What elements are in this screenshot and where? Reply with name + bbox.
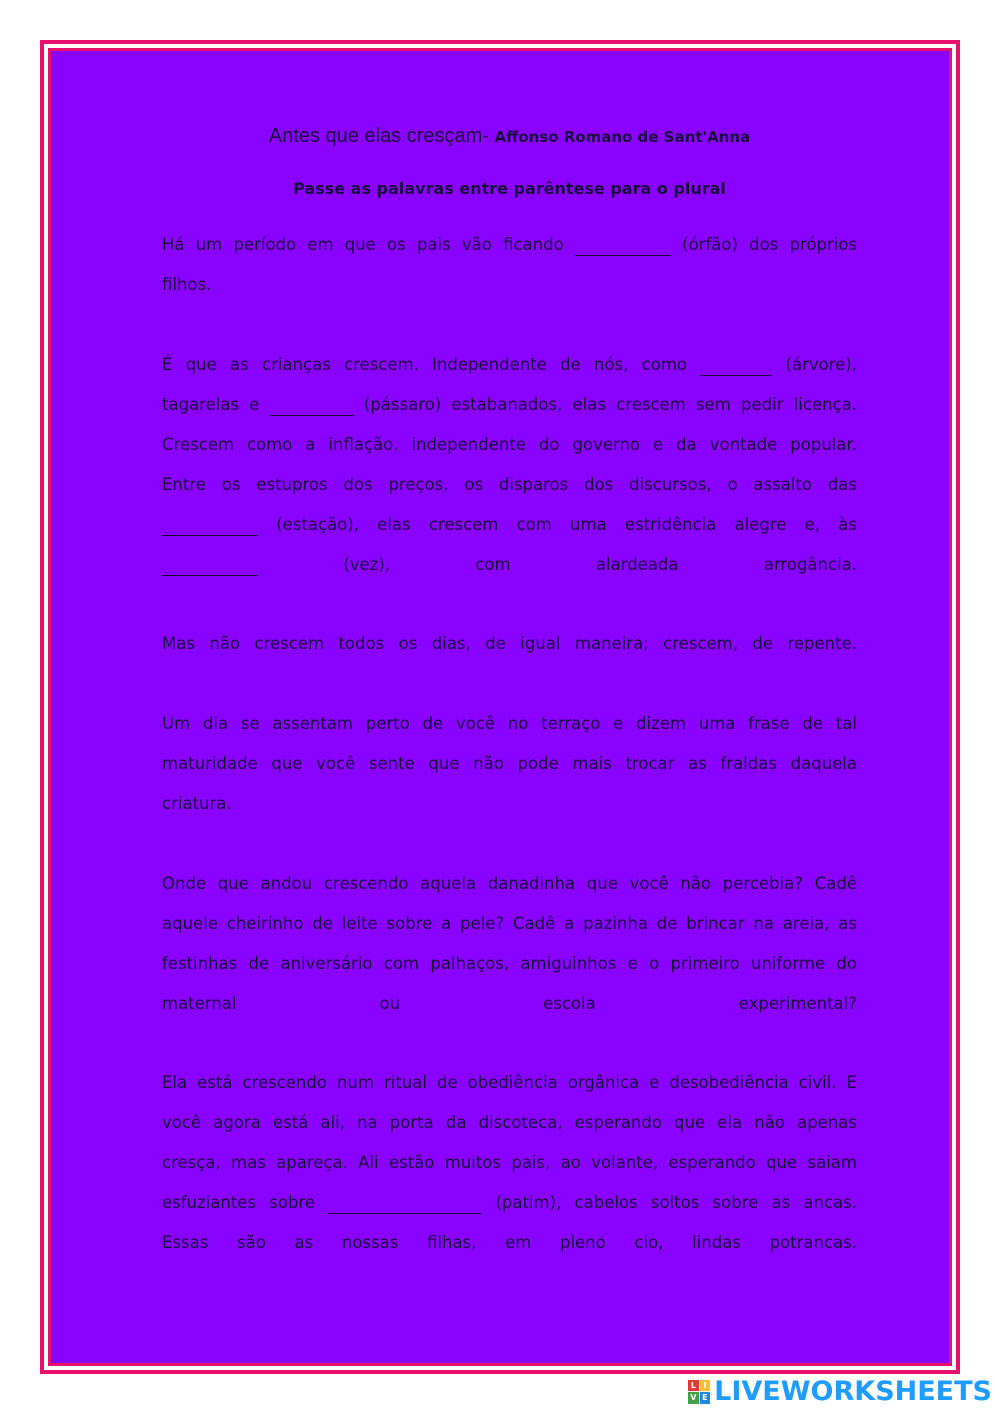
- paragraph-line: [162, 545, 857, 585]
- paragraph-2: [162, 345, 857, 585]
- text-fragment: (árvore),: [785, 355, 857, 374]
- badge-letter: E: [700, 1392, 711, 1404]
- liveworksheets-logo: [688, 1376, 992, 1407]
- paragraph-line: criatura.: [162, 794, 232, 813]
- text-fragment: tagarelas e: [162, 395, 260, 414]
- paragraph-line: [162, 225, 857, 265]
- paragraph-line: Mas não crescem todos os dias, de igual maneira; crescem, de repente.: [162, 634, 857, 653]
- text-fragment: esfuziantes sobre: [162, 1193, 316, 1212]
- text-fragment: (órfão) dos próprios: [682, 235, 858, 254]
- paragraph-line: [162, 345, 857, 385]
- paragraph-5: [162, 864, 857, 1024]
- text-fragment: Há um período em que os pais vão ficando: [162, 235, 564, 254]
- instruction: Passe as palavras entre parêntese para o plural: [293, 179, 726, 198]
- paragraph-line: [162, 1183, 857, 1223]
- text-fragment: É que as crianças crescem. Independente de nós, como: [162, 355, 687, 374]
- paragraph-1: [162, 225, 857, 305]
- paragraph-line: você agora está ali, na porta da discoteca, esperando que ela não apenas: [162, 1113, 857, 1132]
- text-fragment: alardeada: [595, 555, 679, 574]
- paragraph-line: Ela está crescendo num ritual de obediência orgânica e desobediência civil. E: [162, 1073, 857, 1092]
- paragraph-line: filhos.: [162, 275, 212, 294]
- paragraph-line: maturidade que você sente que não pode mais trocar as fraldas daquela: [162, 754, 857, 773]
- paragraph-line: cresça, mas apareça. Ali estão muitos pais, ao volante, esperando que saiam: [162, 1153, 857, 1172]
- paragraph-6: [162, 1063, 857, 1263]
- paragraph-4: [162, 704, 857, 824]
- text-fragment: ou: [379, 994, 401, 1013]
- logo-badge-icon: [688, 1380, 710, 1404]
- paragraph-line: [162, 984, 857, 1024]
- text-fragment: (pássaro) estabanados, elas crescem sem pedir licença.: [363, 395, 857, 414]
- paragraph-line: [162, 505, 857, 545]
- answer-input-arvore[interactable]: [700, 357, 772, 376]
- paragraph-3: [162, 624, 857, 664]
- text-fragment: arrogância.: [763, 555, 858, 574]
- paragraph-line: Onde que andou crescendo aquela danadinha que você não percebia? Cadê: [162, 874, 857, 893]
- paragraph-line: [162, 385, 857, 425]
- text-fragment: experimental?: [738, 994, 858, 1013]
- answer-input-estacao[interactable]: [162, 517, 258, 536]
- answer-input-vez[interactable]: [162, 557, 258, 576]
- badge-letter: V: [688, 1392, 699, 1404]
- paragraph-line: festinhas de aniversário com palhaços, amiguinhos e o primeiro uniforme do: [162, 954, 857, 973]
- badge-letter: L: [688, 1380, 699, 1392]
- text-fragment: (estação), elas crescem com uma estridência alegre e, às: [276, 515, 858, 534]
- page-border-outer: [40, 40, 960, 1374]
- story-title: Antes que elas cresçam: [268, 125, 483, 147]
- brand-name: LIVEWORKSHEETS: [714, 1376, 992, 1407]
- text-fragment: escola: [543, 994, 596, 1013]
- paragraph-line: Crescem como a inflação, independente do governo e da vontade popular.: [162, 435, 857, 454]
- text-fragment: (patim), cabelos soltos sobre as ancas.: [495, 1193, 857, 1212]
- text-fragment: maternal: [162, 994, 237, 1013]
- answer-input-passaro[interactable]: [270, 397, 354, 416]
- paragraph-line: Essas são as nossas filhas, em pleno cio, lindas potrancas.: [162, 1233, 857, 1252]
- paragraph-line: aquele cheirinho de leite sobre a pele? Cadê a pazinha de brincar na areia, as: [162, 914, 857, 933]
- paragraph-line: Entre os estupros dos preços, os disparos dos discursos, o assalto das: [162, 475, 857, 494]
- answer-input-orfao[interactable]: [575, 237, 671, 256]
- text-fragment: (vez),: [343, 555, 391, 574]
- story-author: Affonso Romano de Sant'Anna: [494, 128, 751, 146]
- page-border-inner: [48, 48, 952, 1366]
- badge-letter: I: [700, 1380, 711, 1392]
- title-line: [162, 125, 857, 148]
- answer-input-patim[interactable]: [328, 1195, 482, 1214]
- paragraph-line: Um dia se assentam perto de você no terraço e dizem uma frase de tal: [162, 714, 857, 733]
- text-fragment: com: [475, 555, 511, 574]
- title-separator: -: [482, 125, 495, 147]
